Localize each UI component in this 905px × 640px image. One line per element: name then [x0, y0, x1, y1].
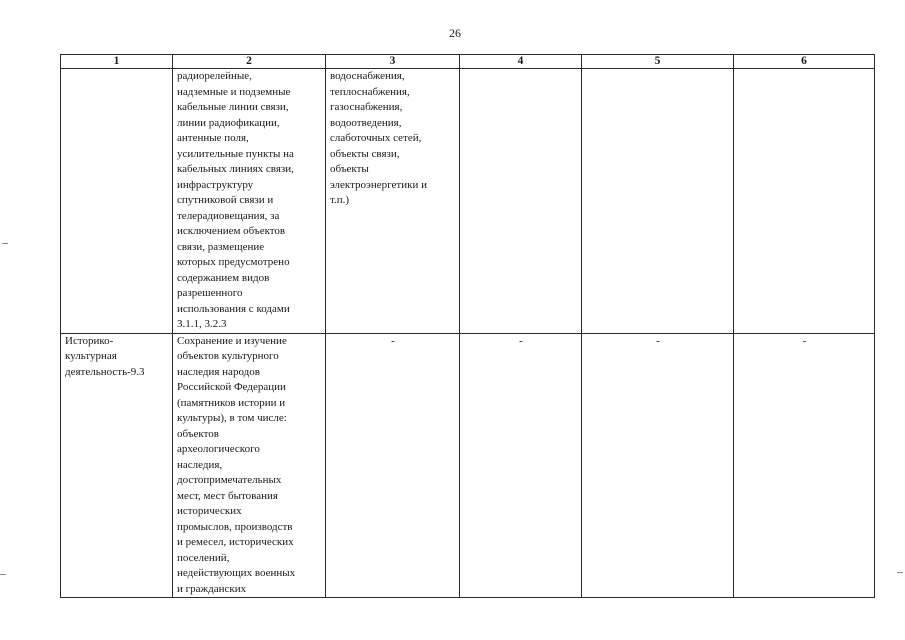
- row1-col6-cell: [734, 69, 875, 334]
- row2-col6-dash: -: [734, 333, 875, 598]
- cell-text-line: исключением объектов: [177, 225, 286, 237]
- cell-text-line: водоснабжения,: [330, 70, 405, 82]
- column-header-1: 1: [61, 55, 173, 69]
- cell-text-line: объекты связи,: [330, 147, 400, 160]
- cell-text-line: радиорелейные,: [177, 70, 252, 82]
- cell-text-line: археологического: [177, 443, 260, 455]
- row2-col5-dash: -: [582, 333, 734, 598]
- row1-col1-cell: [61, 69, 173, 334]
- row2-col1-cell: [61, 333, 173, 598]
- right-scan-mark: [897, 572, 903, 573]
- column-header-5: 5: [582, 55, 734, 69]
- cell-text-line: разрешенного: [177, 287, 243, 299]
- cell-text-line: связи, размещение: [177, 240, 265, 253]
- table-row: [61, 333, 875, 598]
- cell-text-line: спутниковой связи и: [177, 194, 274, 206]
- cell-text-line: промыслов, производств: [177, 520, 293, 533]
- cell-text-line: надземные и подземные: [177, 85, 291, 98]
- cell-text-line: инфраструктуру: [177, 178, 254, 191]
- row2-col4-dash: -: [460, 333, 582, 598]
- cell-text-line: недействующих военных: [177, 567, 296, 579]
- cell-text-line: электроэнергетики и: [330, 178, 427, 191]
- column-header-2: 2: [173, 55, 326, 69]
- cell-text-line: деятельность-9.3: [65, 365, 145, 378]
- left-scan-mark: [0, 574, 6, 575]
- cell-text-line: объектов: [177, 427, 219, 440]
- cell-text-line: водоотведения,: [330, 116, 402, 129]
- cell-text-line: которых предусмотрено: [177, 256, 290, 268]
- cell-text-line: т.п.): [330, 194, 350, 206]
- cell-text-line: использования с кодами: [177, 302, 290, 315]
- left-scan-mark: [2, 243, 8, 244]
- cell-text-line: кабельные линии связи,: [177, 101, 289, 113]
- cell-text-line: Сохранение и изучение: [177, 334, 287, 347]
- cell-text-line: содержанием видов: [177, 271, 270, 284]
- cell-text-line: культурная: [65, 350, 117, 362]
- cell-text-line: Историко-: [65, 334, 114, 347]
- table-header-row: [61, 55, 875, 69]
- land-use-table: [60, 54, 875, 598]
- cell-text-line: мест, мест бытования: [177, 489, 278, 502]
- cell-text-line: исторических: [177, 505, 242, 517]
- cell-text-line: и ремесел, исторических: [177, 536, 294, 548]
- cell-text-line: слаботочных сетей,: [330, 132, 422, 144]
- cell-text-line: теплоснабжения,: [330, 85, 410, 98]
- page-number: 26: [449, 26, 461, 40]
- column-header-6: 6: [734, 55, 875, 69]
- row2-col2-cell: [173, 333, 326, 598]
- cell-text-line: объекты: [330, 163, 369, 175]
- cell-text-line: антенные поля,: [177, 132, 249, 144]
- row1-col4-cell: [460, 69, 582, 334]
- cell-text-line: наследия народов: [177, 365, 260, 378]
- table-row: [61, 69, 875, 334]
- cell-text-line: газоснабжения,: [330, 101, 403, 113]
- cell-text-line: линии радиофикации,: [177, 116, 280, 129]
- cell-text-line: достопримечательных: [177, 474, 282, 486]
- cell-text-line: кабельных линиях связи,: [177, 163, 294, 175]
- cell-text-line: поселений,: [177, 551, 230, 564]
- row2-col3-dash: -: [326, 333, 460, 598]
- cell-text-line: объектов культурного: [177, 350, 279, 362]
- cell-text-line: и гражданских: [177, 582, 247, 595]
- row1-col2-cell: [173, 69, 326, 334]
- cell-text-line: телерадиовещания, за: [177, 209, 280, 222]
- row1-col5-cell: [582, 69, 734, 334]
- column-header-4: 4: [460, 55, 582, 69]
- cell-text-line: усилительные пункты на: [177, 147, 294, 160]
- row1-col3-cell: [326, 69, 460, 334]
- cell-text-line: (памятников истории и: [177, 396, 286, 409]
- cell-text-line: Российской Федерации: [177, 381, 286, 393]
- cell-text-line: 3.1.1, 3.2.3: [177, 318, 227, 330]
- column-header-3: 3: [326, 55, 460, 69]
- cell-text-line: культуры), в том числе:: [177, 412, 287, 424]
- cell-text-line: наследия,: [177, 458, 223, 471]
